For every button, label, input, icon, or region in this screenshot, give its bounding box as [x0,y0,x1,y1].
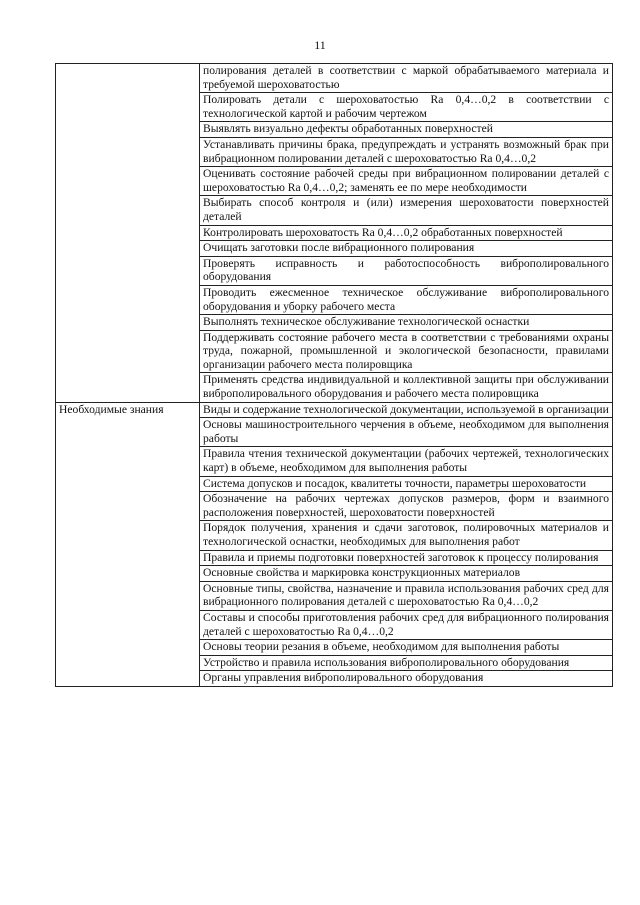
requirements-table-body [56,64,613,687]
table-row [56,64,613,93]
table-cell: Выявлять визуально дефекты обработанных поверхностей [200,122,613,138]
table-cell: Полировать детали с шероховатостью Ra 0,4…0,2 в соответствии с технологической картой и рабочим чертежом [200,93,613,122]
table-cell: полирования деталей в соответствии с маркой обрабатываемого материала и требуемой шероховатостью [200,64,613,93]
table-cell: Контролировать шероховатость Ra 0,4…0,2 обработанных поверхностей [200,225,613,241]
table-cell: Проводить ежесменное техническое обслуживание виброполировального оборудования и уборку рабочего места [200,285,613,314]
table-cell: Система допусков и посадок, квалитеты точности, параметры шероховатости [200,476,613,492]
table-cell: Составы и способы приготовления рабочих сред для вибрационного полирования деталей с шероховатостью Ra 0,4…0,2 [200,610,613,639]
table-cell: Обозначение на рабочих чертежах допусков размеров, форм и взаимного расположения поверхностей, шероховатости поверхностей [200,492,613,521]
requirements-table [55,63,613,687]
table-cell: Оценивать состояние рабочей среды при вибрационном полировании деталей с шероховатостью Ra 0,4…0,2; заменять ее по мере необходимости [200,167,613,196]
table-row [56,402,613,418]
table-cell: Поддерживать состояние рабочего места в соответствии с требованиями охраны труда, пожарной, промышленной и экологической безопасности, правилами организации рабочего места полировщика [200,330,613,373]
table-cell: Правила и приемы подготовки поверхностей заготовок к процессу полирования [200,550,613,566]
table-cell: Порядок получения, хранения и сдачи заготовок, полировочных материалов и технологической оснастки, необходимых для выполнения работ [200,521,613,550]
table-cell: Основные типы, свойства, назначение и правила использования рабочих сред для вибрационного полирования деталей с шероховатостью Ra 0,4…0,2 [200,581,613,610]
section-label [56,64,200,403]
table-cell: Применять средства индивидуальной и коллективной защиты при обслуживании виброполировального оборудования и рабочего места полировщика [200,373,613,402]
table-cell: Устанавливать причины брака, предупреждать и устранять возможный брак при вибрационном полировании деталей с шероховатостью Ra 0,4…0,2 [200,137,613,166]
page-number: 11 [314,38,326,52]
table-cell: Правила чтения технической документации (рабочих чертежей, технологических карт) в объеме, необходимом для выполнения работы [200,447,613,476]
table-cell: Устройство и правила использования виброполировального оборудования [200,655,613,671]
section-label: Необходимые знания [56,402,200,686]
table-cell: Основные свойства и маркировка конструкционных материалов [200,566,613,582]
table-cell: Органы управления виброполировального оборудования [200,671,613,687]
table-cell: Основы машиностроительного черчения в объеме, необходимом для выполнения работы [200,418,613,447]
table-cell: Основы теории резания в объеме, необходимом для выполнения работы [200,640,613,656]
table-cell: Проверять исправность и работоспособность виброполировального оборудования [200,256,613,285]
table-cell: Виды и содержание технологической документации, используемой в организации [200,402,613,418]
table-cell: Выбирать способ контроля и (или) измерения шероховатости поверхностей деталей [200,196,613,225]
table-cell: Очищать заготовки после вибрационного полирования [200,241,613,257]
table-cell: Выполнять техническое обслуживание технологической оснастки [200,315,613,331]
